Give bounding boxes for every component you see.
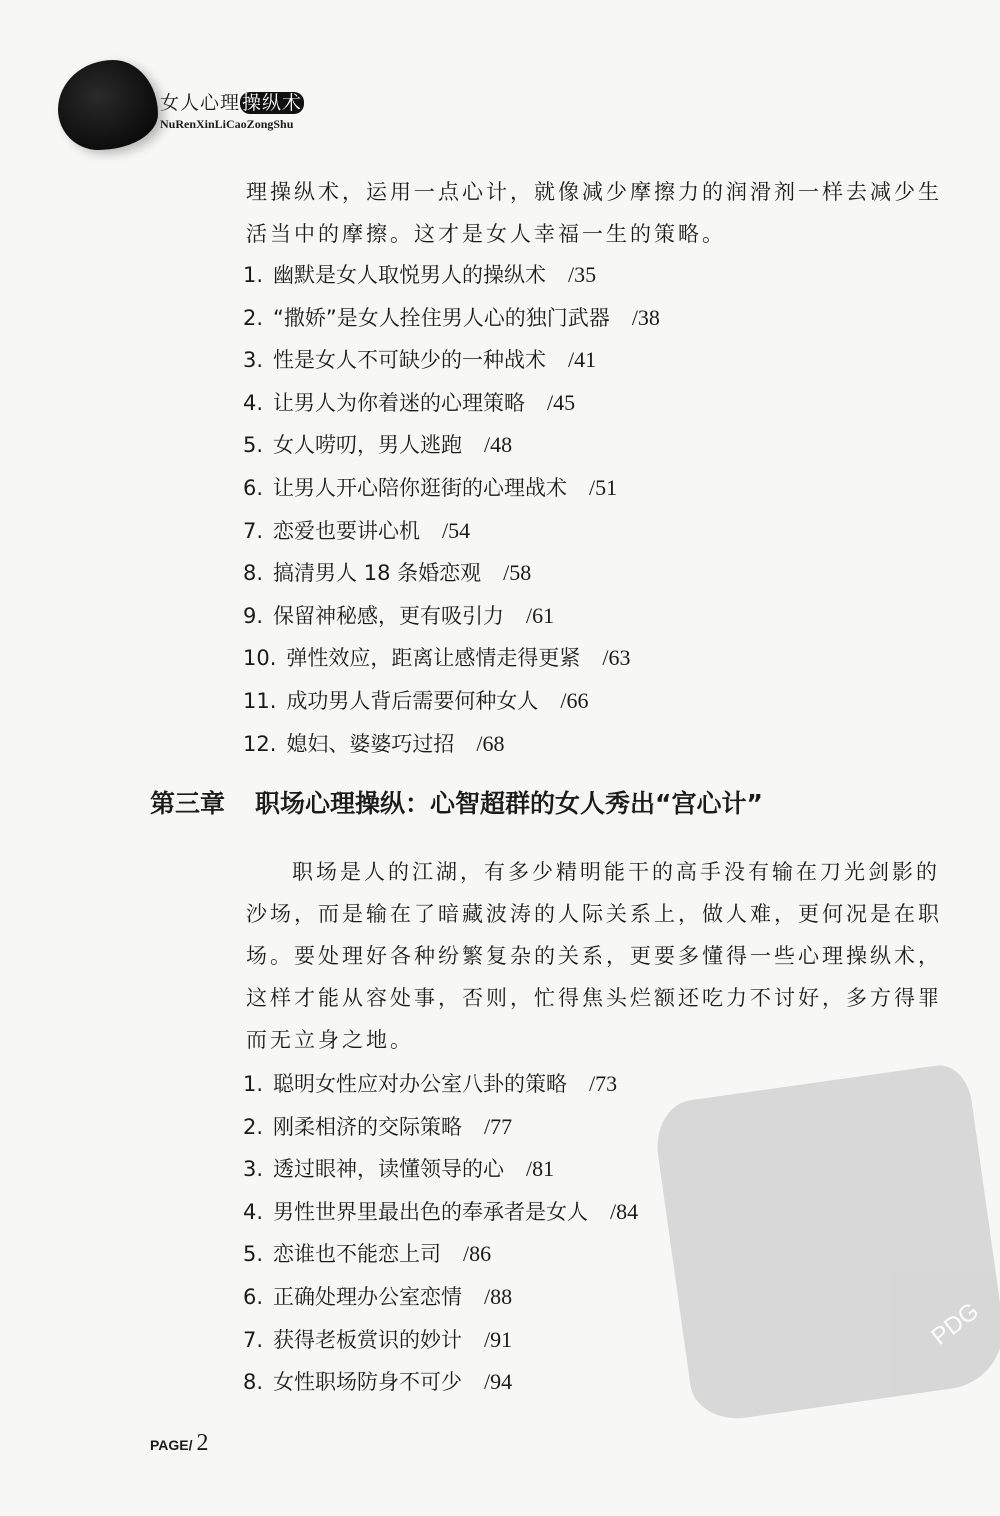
toc-entry <box>243 637 660 680</box>
toc-entry <box>243 297 660 340</box>
toc-entry-page: /48 <box>484 432 513 458</box>
page-number: 2 <box>196 1430 209 1456</box>
toc-entry-number: 6. <box>243 475 264 500</box>
toc-entry-number: 7. <box>243 1327 264 1352</box>
toc-entry <box>243 1191 638 1234</box>
toc-entry <box>243 467 660 510</box>
toc-entry-page: /51 <box>589 474 618 500</box>
toc-entry-title: 性是女人不可缺少的一种战术 <box>273 348 547 373</box>
toc-entry-title: 成功男人背后需要何种女人 <box>286 688 539 713</box>
toc-entry <box>243 1361 638 1404</box>
book-title <box>160 88 304 115</box>
toc-entry-number: 3. <box>243 1157 264 1182</box>
toc-entry-title: 搞清男人 18 条婚恋观 <box>273 561 482 586</box>
toc-entry-number: 8. <box>243 561 264 586</box>
toc-entry-page: /61 <box>526 602 555 628</box>
toc-entry-page: /84 <box>610 1198 639 1224</box>
toc-entry-number: 4. <box>243 390 264 415</box>
toc-entry-title: 媳妇、婆婆巧过招 <box>286 731 455 756</box>
toc-entry-title: 恋爱也要讲心机 <box>273 518 421 543</box>
toc-entry-page: /91 <box>484 1326 513 1352</box>
toc-entry-page: /81 <box>526 1156 555 1182</box>
toc-entry-number: 1. <box>243 263 264 287</box>
toc-entry <box>243 1319 638 1362</box>
page-label: PAGE/ <box>150 1437 193 1453</box>
toc-entry-title: 聪明女性应对办公室八卦的策略 <box>273 1072 568 1096</box>
toc-entry-page: /94 <box>484 1369 513 1395</box>
toc-entry-page: /63 <box>602 645 631 671</box>
toc-entry <box>243 339 660 382</box>
toc-entry-title: 保留神秘感，更有吸引力 <box>273 603 505 628</box>
toc-list-chapter3 <box>243 1063 638 1404</box>
toc-entry-number: 5. <box>243 433 264 458</box>
chapter-intro-paragraph: 职场是人的江湖，有多少精明能干的高手没有输在刀光剑影的沙场，而是输在了暗藏波涛的人际关系上，做人难，更何况是在职场。要处理好各种纷繁复杂的关系，更要多懂得一些心理操纵术，这样才能从容处事，否则，忙得焦头烂额还吃力不讨好，多方得罪而无立身之地。 <box>246 860 942 1052</box>
toc-entry-number: 5. <box>243 1242 264 1267</box>
toc-entry <box>243 552 660 595</box>
watermark-seal <box>651 1061 1000 1424</box>
book-title-highlight: 操纵术 <box>242 92 303 114</box>
toc-entry-number: 2. <box>243 1114 264 1139</box>
toc-entry-page: /86 <box>463 1241 492 1267</box>
toc-entry-page: /66 <box>560 687 589 713</box>
toc-entry-page: /41 <box>568 347 597 373</box>
watermark-text: PDG <box>926 1297 985 1351</box>
book-subtitle: NuRenXinLiCaoZongShu <box>160 117 294 131</box>
toc-entry-page: /35 <box>568 262 597 287</box>
intro-paragraph-top: 理操纵术，运用一点心计，就像减少摩擦力的润滑剂一样去减少生活当中的摩擦。这才是女人幸福一生的策略。 <box>246 180 942 246</box>
toc-entry <box>243 1148 638 1191</box>
book-title-main: 女人心理 <box>160 92 241 114</box>
toc-entry <box>243 723 660 766</box>
toc-entry-number: 6. <box>243 1284 264 1309</box>
header-ink-blob <box>58 60 158 150</box>
toc-entry-number: 7. <box>243 518 264 543</box>
toc-entry-page: /88 <box>484 1283 513 1309</box>
toc-entry <box>243 254 660 297</box>
toc-entry <box>243 1276 638 1319</box>
toc-entry <box>243 1106 638 1149</box>
toc-entry-number: 4. <box>243 1199 264 1224</box>
toc-entry-title: 弹性效应，距离让感情走得更紧 <box>286 646 581 671</box>
toc-entry-title: 女人唠叨，男人逃跑 <box>273 433 463 458</box>
toc-entry <box>243 680 660 723</box>
toc-list-chapter2 <box>243 254 660 765</box>
toc-entry <box>243 1233 638 1276</box>
toc-entry-number: 3. <box>243 348 264 373</box>
toc-entry-title: 获得老板赏识的妙计 <box>273 1327 463 1352</box>
chapter-heading <box>150 784 763 820</box>
toc-entry-title: “撒娇”是女人拴住男人心的独门武器 <box>273 305 610 330</box>
toc-entry <box>243 424 660 467</box>
toc-entry-title: 女性职场防身不可少 <box>273 1370 463 1395</box>
toc-entry-title: 男性世界里最出色的奉承者是女人 <box>273 1199 589 1224</box>
toc-entry <box>243 510 660 553</box>
toc-entry-title: 恋谁也不能恋上司 <box>273 1242 442 1267</box>
toc-entry-number: 9. <box>243 603 264 628</box>
toc-entry <box>243 595 660 638</box>
toc-entry-number: 8. <box>243 1370 264 1395</box>
toc-entry-number: 2. <box>243 305 264 330</box>
toc-entry-page: /77 <box>484 1113 513 1139</box>
toc-entry-title: 透过眼神，读懂领导的心 <box>273 1157 505 1182</box>
toc-entry-page: /54 <box>442 517 471 543</box>
toc-entry-title: 正确处理办公室恋情 <box>273 1284 463 1309</box>
toc-entry-number: 12. <box>243 731 277 756</box>
toc-entry-number: 1. <box>243 1072 264 1096</box>
toc-entry-page: /38 <box>631 304 660 330</box>
chapter-title: 职场心理操纵：心智超群的女人秀出“宫心计” <box>255 789 763 818</box>
toc-entry-number: 10. <box>243 646 277 671</box>
toc-entry-page: /68 <box>476 730 505 756</box>
toc-entry <box>243 382 660 425</box>
toc-entry-title: 让男人为你着迷的心理策略 <box>273 390 526 415</box>
toc-entry-title: 让男人开心陪你逛街的心理战术 <box>273 475 568 500</box>
toc-entry-page: /58 <box>503 560 532 586</box>
toc-entry-title: 幽默是女人取悦男人的操纵术 <box>273 263 547 287</box>
toc-entry-page: /73 <box>589 1071 618 1096</box>
page-footer <box>150 1430 209 1457</box>
toc-entry <box>243 1063 638 1106</box>
toc-entry-title: 刚柔相济的交际策略 <box>273 1114 463 1139</box>
toc-entry-number: 11. <box>243 688 277 713</box>
chapter-number: 第三章 <box>150 789 226 818</box>
toc-entry-page: /45 <box>547 389 576 415</box>
